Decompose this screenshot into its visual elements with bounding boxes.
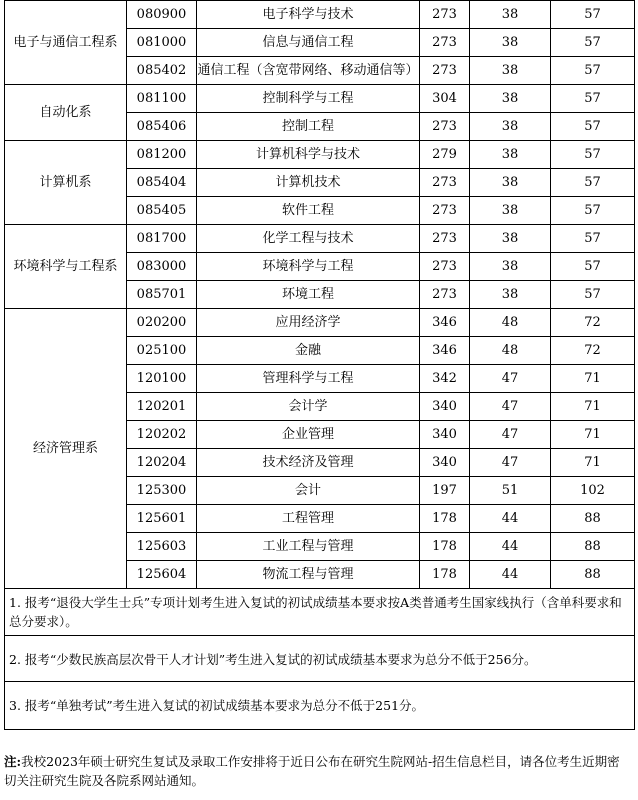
- total-score-cell: 273: [420, 29, 470, 57]
- single-subject-100-cell: 38: [470, 281, 551, 309]
- footer-label: 注:: [4, 754, 22, 769]
- program-code-cell: 081200: [127, 141, 197, 169]
- program-name-cell: 管理科学与工程: [197, 365, 420, 393]
- total-score-cell: 273: [420, 281, 470, 309]
- total-score-cell: 346: [420, 309, 470, 337]
- program-name-cell: 信息与通信工程: [197, 29, 420, 57]
- program-name-cell: 电子科学与技术: [197, 1, 420, 29]
- program-name-cell: 通信工程（含宽带网络、移动通信等）: [197, 57, 420, 85]
- program-name-cell: 会计: [197, 477, 420, 505]
- program-name-cell: 应用经济学: [197, 309, 420, 337]
- total-score-cell: 279: [420, 141, 470, 169]
- notes-body: [5, 589, 635, 730]
- program-name-cell: 计算机技术: [197, 169, 420, 197]
- single-subject-150-cell: 57: [551, 197, 635, 225]
- department-cell: 经济管理系: [5, 309, 127, 589]
- single-subject-150-cell: 71: [551, 393, 635, 421]
- single-subject-150-cell: 72: [551, 309, 635, 337]
- department-cell: 自动化系: [5, 85, 127, 141]
- total-score-cell: 273: [420, 169, 470, 197]
- program-name-cell: 化学工程与技术: [197, 225, 420, 253]
- note-row-2: [5, 636, 635, 682]
- single-subject-100-cell: 44: [470, 561, 551, 589]
- single-subject-150-cell: 57: [551, 29, 635, 57]
- footer-text: 我校2023年硕士研究生复试及录取工作安排将于近日公布在研究生院网站-招生信息栏目，请各位考生近期密切关注研究生院及各院系网站通知。: [4, 754, 620, 788]
- total-score-cell: 197: [420, 477, 470, 505]
- program-code-cell: 085404: [127, 169, 197, 197]
- program-name-cell: 企业管理: [197, 421, 420, 449]
- program-code-cell: 085406: [127, 113, 197, 141]
- program-code-cell: 085405: [127, 197, 197, 225]
- single-subject-100-cell: 38: [470, 1, 551, 29]
- single-subject-100-cell: 38: [470, 169, 551, 197]
- single-subject-150-cell: 57: [551, 281, 635, 309]
- total-score-cell: 273: [420, 1, 470, 29]
- single-subject-100-cell: 38: [470, 57, 551, 85]
- single-subject-150-cell: 102: [551, 477, 635, 505]
- program-code-cell: 083000: [127, 253, 197, 281]
- total-score-cell: 342: [420, 365, 470, 393]
- footer-note: [4, 752, 630, 790]
- program-code-cell: 120202: [127, 421, 197, 449]
- program-name-cell: 技术经济及管理: [197, 449, 420, 477]
- program-code-cell: 120201: [127, 393, 197, 421]
- program-name-cell: 金融: [197, 337, 420, 365]
- table-row: [5, 85, 635, 113]
- program-code-cell: 125604: [127, 561, 197, 589]
- single-subject-100-cell: 48: [470, 337, 551, 365]
- single-subject-150-cell: 72: [551, 337, 635, 365]
- single-subject-150-cell: 57: [551, 169, 635, 197]
- single-subject-100-cell: 47: [470, 421, 551, 449]
- single-subject-100-cell: 44: [470, 505, 551, 533]
- total-score-cell: 340: [420, 449, 470, 477]
- single-subject-150-cell: 88: [551, 505, 635, 533]
- single-subject-150-cell: 71: [551, 365, 635, 393]
- single-subject-100-cell: 47: [470, 393, 551, 421]
- program-name-cell: 计算机科学与技术: [197, 141, 420, 169]
- program-name-cell: 工业工程与管理: [197, 533, 420, 561]
- single-subject-100-cell: 48: [470, 309, 551, 337]
- single-subject-100-cell: 51: [470, 477, 551, 505]
- note-row-1: [5, 589, 635, 636]
- score-table-body: [5, 1, 635, 589]
- single-subject-150-cell: 57: [551, 225, 635, 253]
- score-requirements-sheet: [4, 0, 634, 730]
- single-subject-100-cell: 38: [470, 225, 551, 253]
- total-score-cell: 273: [420, 253, 470, 281]
- table-row: [5, 225, 635, 253]
- program-name-cell: 控制科学与工程: [197, 85, 420, 113]
- score-table: [4, 0, 635, 730]
- program-code-cell: 085402: [127, 57, 197, 85]
- program-code-cell: 120100: [127, 365, 197, 393]
- single-subject-150-cell: 57: [551, 57, 635, 85]
- program-code-cell: 081100: [127, 85, 197, 113]
- total-score-cell: 273: [420, 225, 470, 253]
- program-name-cell: 物流工程与管理: [197, 561, 420, 589]
- total-score-cell: 340: [420, 421, 470, 449]
- single-subject-150-cell: 57: [551, 1, 635, 29]
- total-score-cell: 340: [420, 393, 470, 421]
- program-name-cell: 软件工程: [197, 197, 420, 225]
- total-score-cell: 273: [420, 197, 470, 225]
- table-row: [5, 309, 635, 337]
- department-cell: 环境科学与工程系: [5, 225, 127, 309]
- program-code-cell: 085701: [127, 281, 197, 309]
- total-score-cell: 178: [420, 561, 470, 589]
- department-cell: 计算机系: [5, 141, 127, 225]
- single-subject-100-cell: 47: [470, 449, 551, 477]
- program-code-cell: 125603: [127, 533, 197, 561]
- note-1: 1. 报考“退役大学生士兵”专项计划考生进入复试的初试成绩基本要求按A类普通考生国家线执行（含单科要求和总分要求）。: [9, 595, 622, 629]
- program-code-cell: 125300: [127, 477, 197, 505]
- single-subject-150-cell: 71: [551, 421, 635, 449]
- program-code-cell: 080900: [127, 1, 197, 29]
- program-code-cell: 125601: [127, 505, 197, 533]
- single-subject-150-cell: 57: [551, 141, 635, 169]
- program-name-cell: 环境科学与工程: [197, 253, 420, 281]
- total-score-cell: 304: [420, 85, 470, 113]
- single-subject-150-cell: 88: [551, 533, 635, 561]
- single-subject-100-cell: 38: [470, 141, 551, 169]
- program-name-cell: 会计学: [197, 393, 420, 421]
- program-name-cell: 工程管理: [197, 505, 420, 533]
- program-code-cell: 020200: [127, 309, 197, 337]
- single-subject-100-cell: 38: [470, 197, 551, 225]
- single-subject-150-cell: 88: [551, 561, 635, 589]
- single-subject-100-cell: 38: [470, 85, 551, 113]
- table-row: [5, 1, 635, 29]
- note-2: 2. 报考“少数民族高层次骨干人才计划”考生进入复试的初试成绩基本要求为总分不低于256分。: [9, 652, 537, 667]
- single-subject-100-cell: 47: [470, 365, 551, 393]
- table-row: [5, 141, 635, 169]
- program-code-cell: 081000: [127, 29, 197, 57]
- single-subject-100-cell: 38: [470, 29, 551, 57]
- total-score-cell: 178: [420, 533, 470, 561]
- program-code-cell: 025100: [127, 337, 197, 365]
- total-score-cell: 346: [420, 337, 470, 365]
- note-row-3: [5, 682, 635, 730]
- program-name-cell: 控制工程: [197, 113, 420, 141]
- department-cell: 电子与通信工程系: [5, 1, 127, 85]
- total-score-cell: 273: [420, 113, 470, 141]
- note-3: 3. 报考“单独考试”考生进入复试的初试成绩基本要求为总分不低于251分。: [9, 698, 425, 713]
- single-subject-150-cell: 71: [551, 449, 635, 477]
- single-subject-100-cell: 38: [470, 253, 551, 281]
- total-score-cell: 178: [420, 505, 470, 533]
- single-subject-100-cell: 44: [470, 533, 551, 561]
- single-subject-150-cell: 57: [551, 253, 635, 281]
- single-subject-150-cell: 57: [551, 113, 635, 141]
- program-name-cell: 环境工程: [197, 281, 420, 309]
- program-code-cell: 120204: [127, 449, 197, 477]
- total-score-cell: 273: [420, 57, 470, 85]
- single-subject-100-cell: 38: [470, 113, 551, 141]
- single-subject-150-cell: 57: [551, 85, 635, 113]
- program-code-cell: 081700: [127, 225, 197, 253]
